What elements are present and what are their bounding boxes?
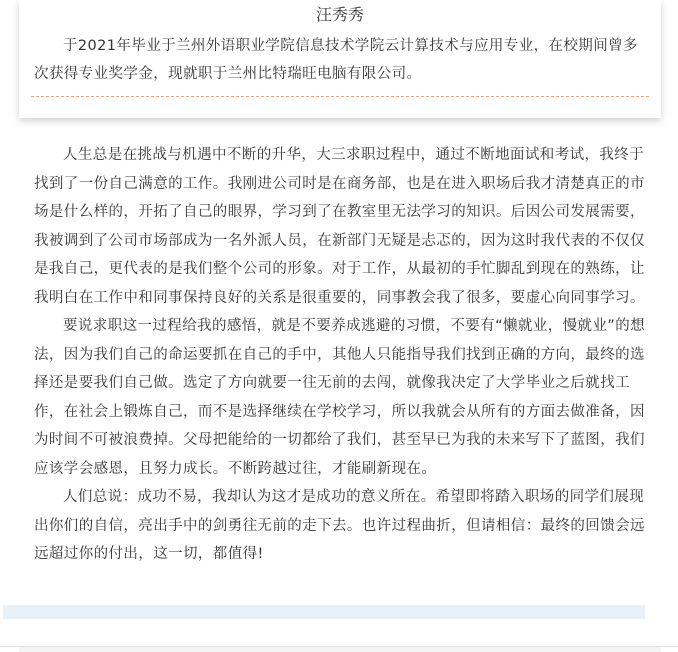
dashed-divider	[31, 96, 649, 97]
essay-paragraph: 要说求职这一过程给我的感悟，就是不要养成逃避的习惯，不要有“懒就业，慢就业”的想法，因为我们自己的命运要抓在自己的手中，其他人只能指导我们找到正确的方向，最终的选择还是要我们自己做。选定了方向就要一往无前的去闯，就像我决定了大学毕业之后就找工作，在社会上锻炼自己，而不是选择继续在学校学习，所以我就会从所有的方面去做准备，因为时间不可被浪费掉。父母把能给的一切都给了我们，甚至早已为我的未来写下了蓝图，我们应该学会感恩，且努力成长。不断跨越过往，才能刷新现在。	[34, 318, 646, 477]
essay-paragraph: 人生总是在挑战与机遇中不断的升华，大三求职过程中，通过不断地面试和考试，我终于找到了一份自己满意的工作。我刚进公司时是在商务部，也是在进入职场后我才清楚真正的市场是什么样的，开拓了自己的眼界，学习到了在教室里无法学习的知识。后因公司发展需要，我被调到了公司市场部成为一名外派人员，在新部门无疑是忐忑的，因为这时我代表的不仅仅是我自己，更代表的是我们整个公司的形象。对于工作，从最初的手忙脚乱到现在的熟练，让我明白在工作中和同事保持良好的关系是很重要的，同事教会我了很多，要虚心向同事学习。	[34, 147, 645, 306]
profile-bio: 于2021年毕业于兰州外语职业学院信息技术学院云计算技术与应用专业，在校期间曾多次获得专业奖学金，现就职于兰州比特瑞旺电脑有限公司。	[34, 38, 638, 82]
section-separator-band	[3, 605, 645, 619]
next-card-edge	[19, 647, 661, 652]
profile-name: 汪秀秀	[315, 5, 364, 24]
essay-body	[34, 141, 650, 569]
profile-card	[19, 0, 661, 118]
essay-paragraph: 人们总说：成功不易，我却认为这才是成功的意义所在。希望即将踏入职场的同学们展现出你们的自信，亮出手中的剑勇往无前的走下去。也许过程曲折，但请相信：最终的回馈会远远超过你的付出，这一切，都值得!	[34, 489, 645, 562]
